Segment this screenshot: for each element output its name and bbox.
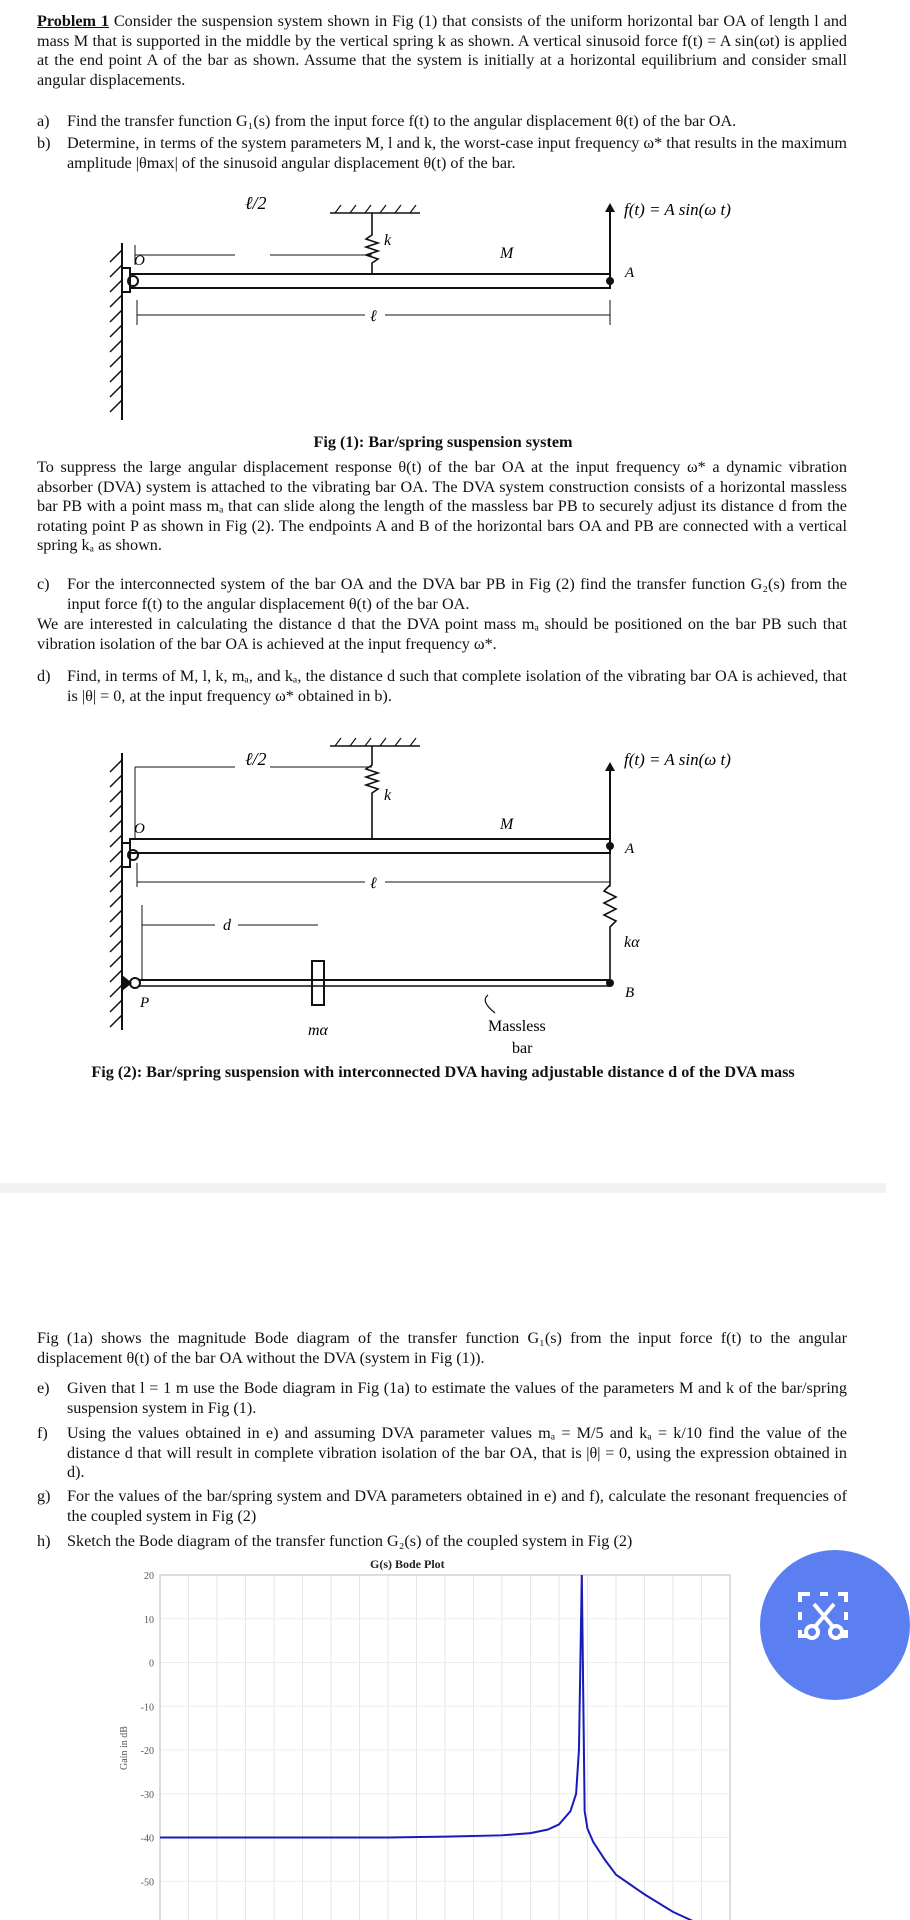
y-tick-label: 20: [144, 1571, 154, 1582]
fig1-l-label: ℓ: [370, 308, 377, 325]
bode-plot: [119, 1555, 750, 1920]
fig1-m-label: M: [500, 245, 514, 262]
fig2-o-label: O: [134, 821, 145, 837]
scissors-button[interactable]: [760, 1550, 910, 1700]
dva-paragraph: To suppress the large angular displacement response θ(t) of the bar OA at the input frequency ω* a dynamic vibration absorber (DVA) system is attached to the vibrating bar OA. The DVA system construction consists of a horizontal massless bar PB with a point mass mₐ that can slide along the length of the massless bar PB to securely adjust its distance d from the rotating point P as shown in Fig (2). The endpoints A and B of the horizontal bars OA and PB are connected with a vertical spring kₐ as shown.: [37, 458, 847, 555]
y-tick-label: -10: [140, 1702, 154, 1714]
spring-k: [366, 213, 378, 274]
dva-mass: [312, 961, 324, 1005]
fig2-d-label: d: [223, 917, 231, 934]
y-axis-label: Gain in dB: [119, 1726, 130, 1770]
part-d: d) Find, in terms of M, l, k, mₐ, and kₐ, the distance d such that complete isolation of the vibrating bar OA is achieved, that is |θ| = 0, at the input frequency ω* obtained in b).: [37, 667, 847, 705]
problem-intro-text: Consider the suspension system shown in Fig (1) that consists of the uniform horizontal bar OA of length l and mass M that is supported in the middle by the vertical spring k as shown. A vertical sinusoid force f(t) = A sin(ωt) is applied at the end point A of the bar as shown. Assume that the system is initially at a horizontal equilibrium and consider small angular displacements.: [37, 12, 848, 89]
y-tick-label: -40: [140, 1833, 154, 1845]
part-b: b) Determine, in terms of the system parameters M, l and k, the worst-case input frequency ω* that results in the maximum amplitude |θmax| of the sinusoid angular displacement θ(t) of the bar.: [37, 134, 847, 172]
fig2-p-label: P: [140, 995, 150, 1011]
problem-title: Problem 1: [37, 12, 109, 30]
fig2-l-label: ℓ: [370, 875, 377, 892]
dva-interest: We are interested in calculating the distance d that the DVA point mass mₐ should be positioned on the bar PB such that vibration isolation of the bar OA is achieved at the input frequency ω*.: [37, 615, 847, 653]
bar-oa: [130, 274, 610, 288]
part2-intro: Fig (1a) shows the magnitude Bode diagram of the transfer function G₁(s) from the input force f(t) to the angular displacement θ(t) of the bar OA without the DVA (system in Fig (1)).: [37, 1329, 847, 1367]
wall-hatch: [110, 250, 122, 412]
scissors-icon: [760, 1550, 910, 1700]
figure-1-diagram: [0, 193, 886, 430]
bode-magnitude-line: [160, 1575, 702, 1920]
y-tick-label: 10: [144, 1614, 154, 1626]
y-tick-label: -30: [140, 1789, 154, 1801]
fig1-caption: Fig (1): Bar/spring suspension system: [313, 433, 573, 451]
fig2-ka-label: kα: [624, 934, 640, 951]
bar-oa: [130, 839, 610, 853]
y-tick-label: -50: [140, 1877, 154, 1889]
wall-hatch: [110, 760, 122, 1027]
fig1-o-label: O: [134, 253, 145, 269]
page-separator: [0, 1183, 886, 1193]
fig2-bar-label: bar: [512, 1040, 533, 1057]
fig2-m-label: M: [500, 816, 514, 833]
part-a: a) Find the transfer function G₁(s) from the input force f(t) to the angular displacement θ(t) of the bar OA.: [37, 112, 737, 130]
fig2-force-label: f(t) = A sin(ω t): [624, 750, 731, 769]
figure-2-diagram: [0, 735, 886, 1060]
fig1-force-label: f(t) = A sin(ω t): [624, 200, 731, 219]
fig1-k-label: k: [384, 232, 392, 249]
y-tick-label: 0: [149, 1658, 154, 1670]
fig2-k-label: k: [384, 787, 392, 804]
part-f: f) Using the values obtained in e) and assuming DVA parameter values mₐ = M/5 and kₐ = k/10 find the value of the distance d that will result in complete vibration isolation of the bar OA, that is |θ| = 0, using the expression obtained in d).: [37, 1424, 847, 1482]
fig2-a-label: A: [625, 841, 635, 857]
fig2-half-label: ℓ/2: [245, 749, 267, 769]
fig2-b-label: B: [625, 985, 635, 1001]
fig2-ma-label: mα: [308, 1022, 328, 1039]
y-tick-label: -20: [140, 1746, 154, 1757]
fig1-a-label: A: [625, 265, 635, 281]
fig2-massless-label: Massless: [488, 1018, 546, 1035]
fig2-caption: Fig (2): Bar/spring suspension with interconnected DVA having adjustable distance d of the DVA mass: [91, 1063, 795, 1081]
chart-title: G(s) Bode Plot: [370, 1557, 445, 1571]
part-g: g) For the values of the bar/spring system and DVA parameters obtained in e) and f), calculate the resonant frequencies of the coupled system in Fig (2): [37, 1487, 847, 1525]
part-e: e) Given that l = 1 m use the Bode diagram in Fig (1a) to estimate the values of the parameters M and k of the bar/spring suspension system in Fig (1).: [37, 1379, 847, 1417]
part-h: h) Sketch the Bode diagram of the transfer function G₂(s) of the coupled system in Fig (2): [37, 1532, 633, 1550]
spring-ka: [604, 853, 616, 980]
part-c: c) For the interconnected system of the bar OA and the DVA bar PB in Fig (2) find the transfer function G₂(s) from the input force f(t) to the angular displacement θ(t) of the bar OA.: [37, 575, 847, 613]
problem-intro: [37, 12, 847, 90]
spring-k: [366, 746, 378, 839]
fig1-half-label: ℓ/2: [245, 193, 267, 213]
